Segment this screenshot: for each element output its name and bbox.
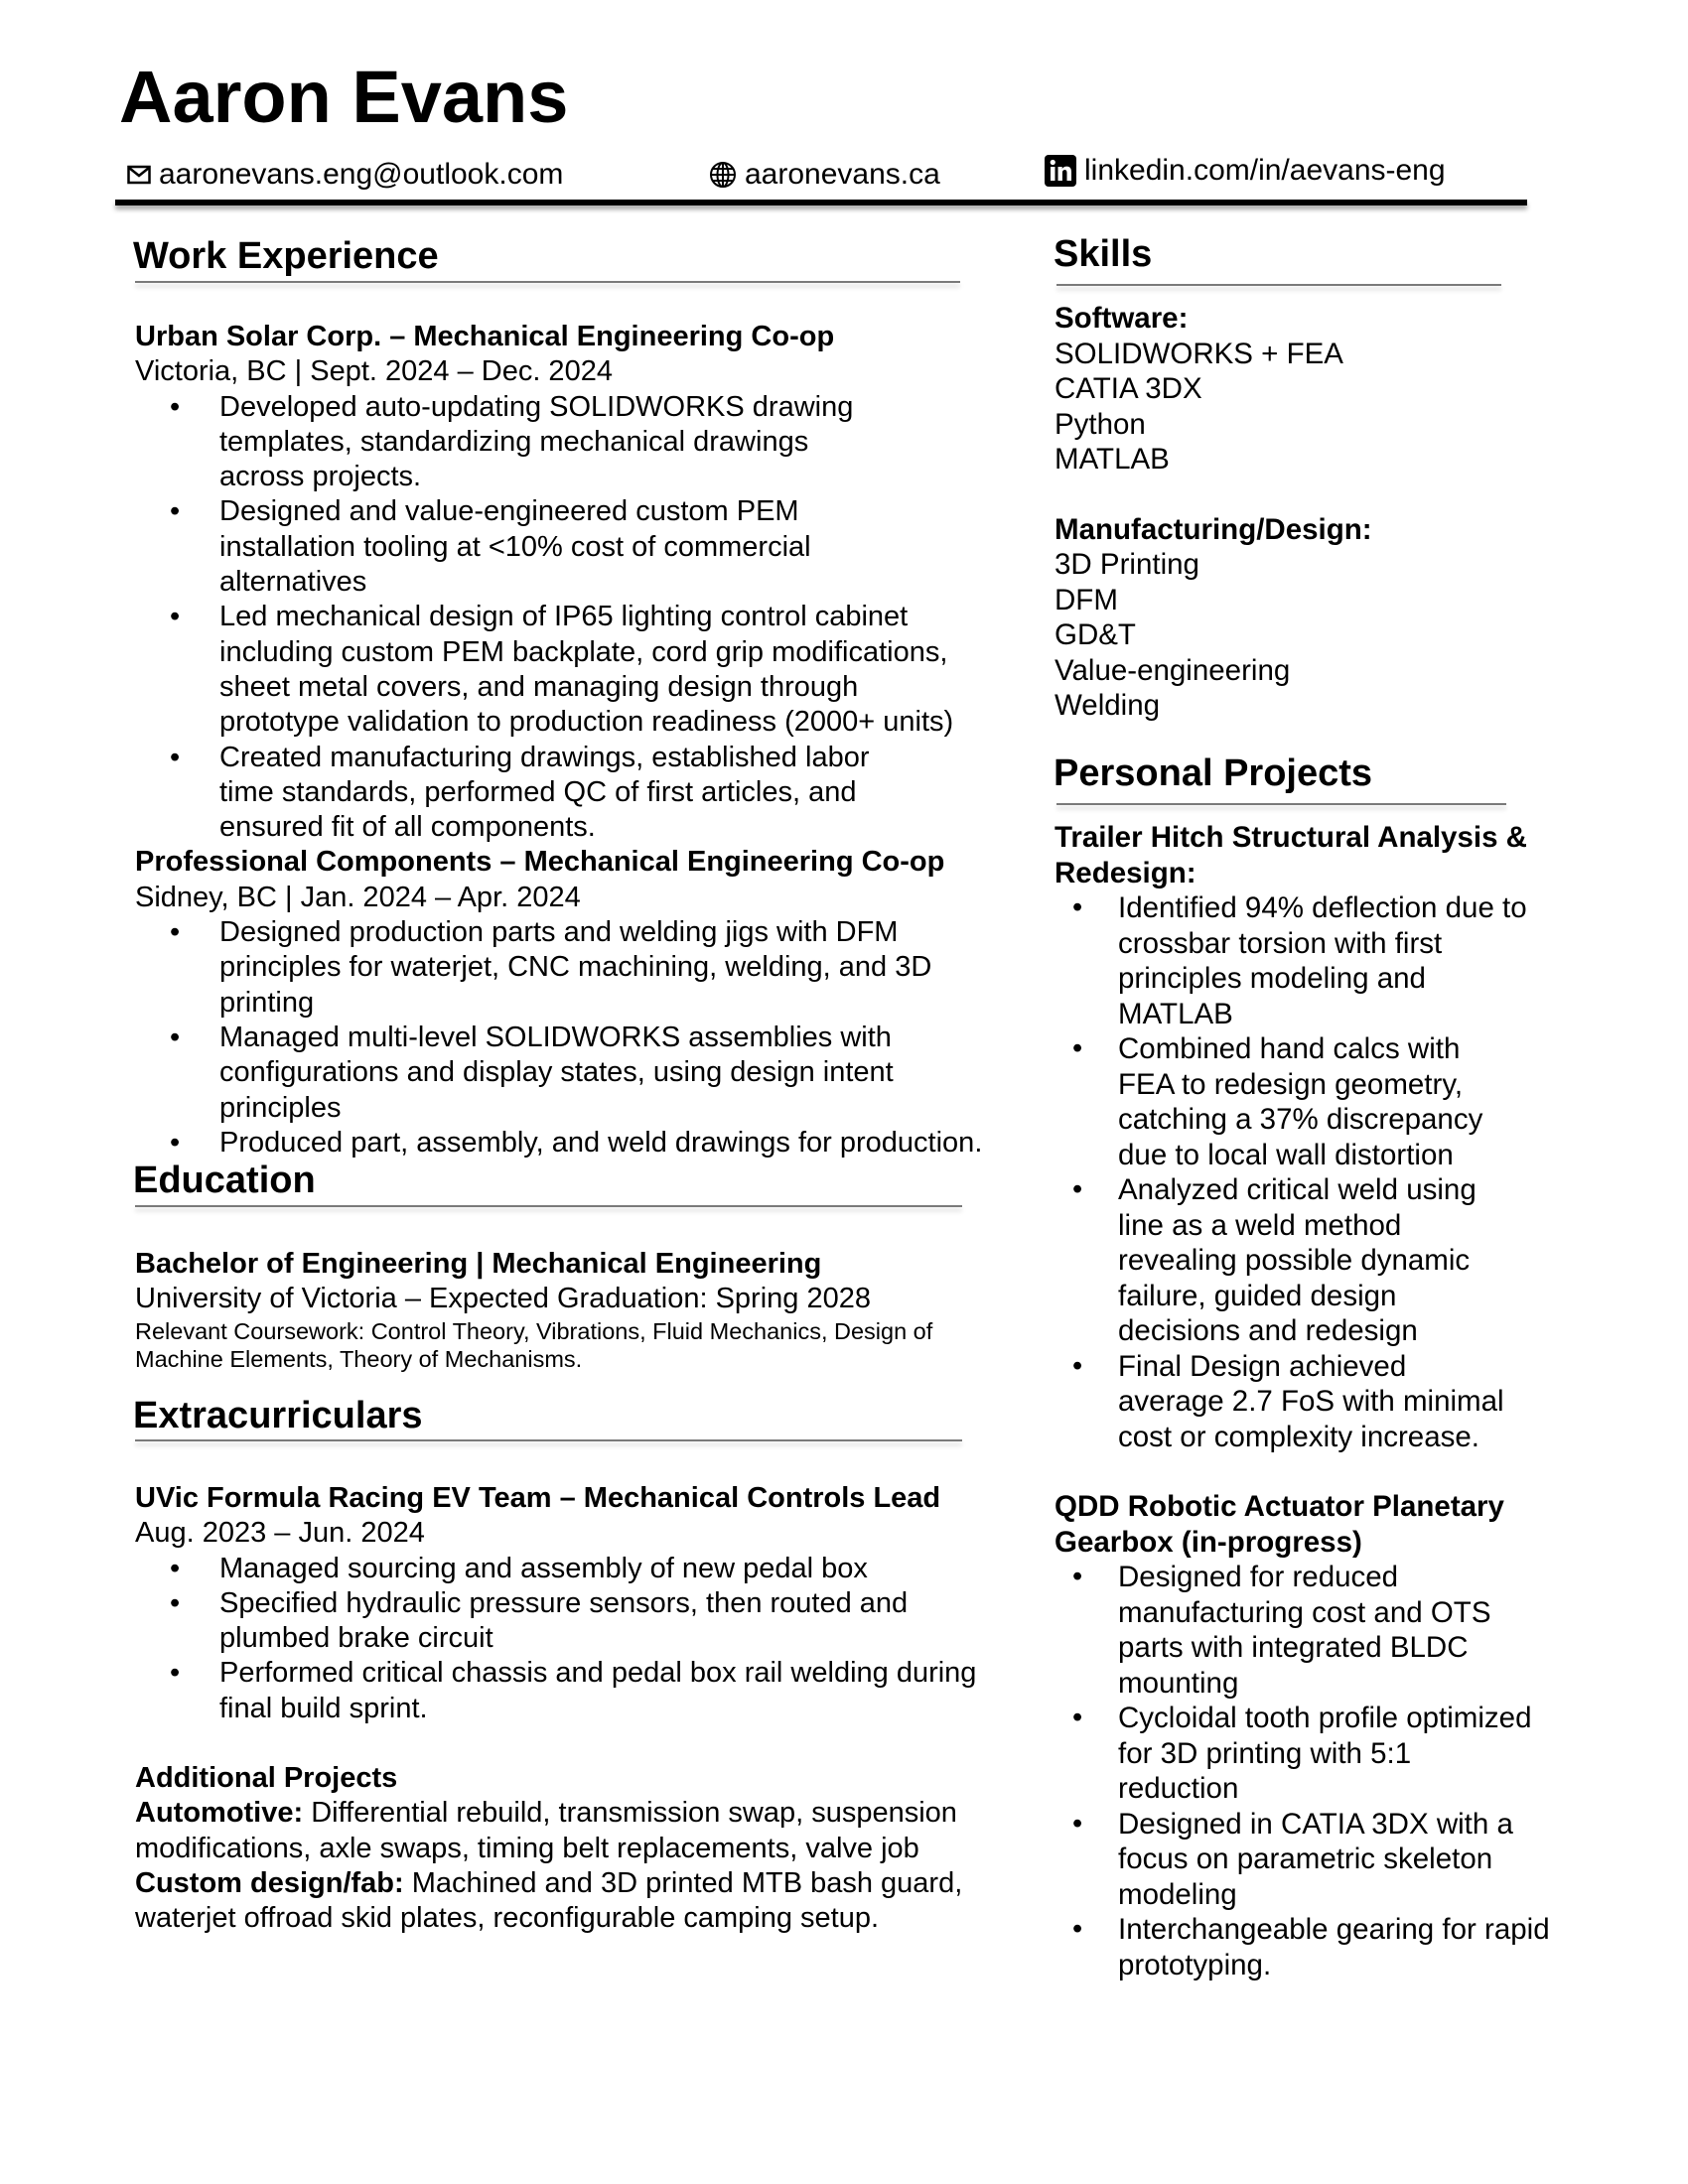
extracurriculars-section [135,1481,1029,1937]
skill-group-label: Manufacturing/Design: [1055,512,1372,546]
role-title: UVic Formula Racing EV Team – Mechanical Controls Lead [135,1482,941,1514]
project-title: Trailer Hitch Structural Analysis & Redesign: [1055,821,1527,889]
section-divider [135,1205,962,1207]
job-meta: Victoria, BC | Sept. 2024 – Dec. 2024 [135,355,613,388]
job-title: Urban Solar Corp. – Mechanical Engineering Co-op [135,321,835,352]
project-bullet: • Designed for reduced manufacturing cost and OTS parts with integrated BLDC mounting [1055,1560,1515,1701]
job-bullet: • Led mechanical design of IP65 lighting control cabinet including custom PEM backplate, cord grip modifications, sheet metal covers, and managing design through prototype validation to production readiness (2000+ units) [135,600,984,740]
skill-item: SOLIDWORKS + FEA [1055,337,1343,370]
role-bullet: • Managed sourcing and assembly of new pedal box [135,1552,1029,1586]
job-entry [135,845,1029,1160]
degree: Bachelor of Engineering | Mechanical Engineering [135,1248,822,1280]
project-title: QDD Robotic Actuator Planetary Gearbox (in-progress) [1055,1490,1504,1559]
contact-linkedin[interactable] [1045,151,1446,191]
skill-item: DFM [1055,583,1118,616]
additional-project-custom [135,1866,1009,1937]
job-bullet: • Designed production parts and welding jigs with DFM principles for waterjet, CNC machining, welding, and 3D printing [135,915,954,1021]
skill-item: Python [1055,407,1146,441]
additional-project-text: Machined and 3D printed MTB bash guard, waterjet offroad skid plates, reconfigurable camping setup. [135,1866,963,1935]
skill-item: CATIA 3DX [1055,372,1202,405]
additional-projects-title: Additional Projects [135,1762,398,1795]
skill-item: Value-engineering [1055,653,1291,687]
additional-project-text: Differential rebuild, transmission swap, suspension modifications, axle swaps, timing belt replacements, valve job [135,1797,957,1864]
section-divider [135,1439,962,1441]
contact-website[interactable] [709,155,940,195]
skill-item: MATLAB [1055,443,1170,476]
role-bullet: • Performed critical chassis and pedal box rail welding during final build sprint. [135,1656,1029,1726]
section-title-personal-projects: Personal Projects [1054,752,1373,794]
job-bullet: • Created manufacturing drawings, established labor time standards, performed QC of first articles, and ensured fit of all components. [135,741,929,846]
section-title-work-experience: Work Experience [133,235,439,277]
contact-email[interactable] [127,155,563,195]
work-experience-section [135,320,1029,1160]
project-bullet: • Cycloidal tooth profile optimized for 3D printing with 5:1 reduction [1055,1701,1535,1807]
skill-group-label: Software: [1055,302,1189,335]
candidate-name: Aaron Evans [119,56,569,138]
skill-item: Welding [1055,689,1161,722]
project-bullet: • Designed in CATIA 3DX with a focus on parametric skeleton modeling [1055,1807,1515,1913]
additional-project-label: Automotive: [135,1797,304,1830]
school: University of Victoria – Expected Graduation: Spring 2028 [135,1283,871,1315]
project-bullet: • Interchangeable gearing for rapid prototyping. [1055,1912,1555,1982]
additional-project-automotive [135,1796,1009,1866]
project-bullet: • Analyzed critical weld using line as a weld method revealing possible dynamic failure, guided design decisions and redesign [1055,1172,1515,1349]
website-text[interactable]: aaronevans.ca [745,158,940,191]
job-meta: Sidney, BC | Jan. 2024 – Apr. 2024 [135,881,581,913]
job-bullet: • Developed auto-updating SOLIDWORKS drawing templates, standardizing mechanical drawings across projects. [135,390,875,495]
section-title-extracurriculars: Extracurriculars [133,1395,423,1436]
job-bullet: • Produced part, assembly, and weld drawings for production. [135,1126,1029,1160]
globe-icon [709,161,737,189]
skills-section [1055,301,1571,724]
skill-item: 3D Printing [1055,548,1199,581]
job-bullet: • Managed multi-level SOLIDWORKS assemblies with configurations and display states, using design intent principles [135,1021,914,1126]
job-entry [135,320,1029,845]
linkedin-icon [1045,155,1076,187]
email-text[interactable]: aaronevans.eng@outlook.com [159,158,564,191]
project-bullet: • Final Design achieved average 2.7 FoS with minimal cost or complexity increase. [1055,1349,1515,1455]
role-dates: Aug. 2023 – Jun. 2024 [135,1517,425,1550]
role-bullet: • Specified hydraulic pressure sensors, then routed and plumbed brake circuit [135,1586,934,1657]
education-section [135,1247,1029,1373]
section-divider [1056,284,1501,286]
additional-project-label: Custom design/fab: [135,1866,404,1899]
project-bullet: • Identified 94% deflection due to crossbar torsion with first principles modeling and MATLAB [1055,890,1535,1031]
section-divider [1056,803,1506,805]
linkedin-text[interactable]: linkedin.com/in/aevans-eng [1084,154,1446,187]
section-title-education: Education [133,1160,316,1201]
personal-projects-section [1055,820,1571,1982]
header-divider [115,200,1527,205]
job-title: Professional Components – Mechanical Engineering Co-op [135,846,945,879]
envelope-icon [127,165,151,185]
project-bullet: • Combined hand calcs with FEA to redesign geometry, catching a 37% discrepancy due to local wall distortion [1055,1031,1515,1172]
section-title-skills: Skills [1054,233,1153,275]
skill-item: GD&T [1055,618,1136,651]
job-bullet: • Designed and value-engineered custom PEM installation tooling at <10% cost of commercial alternatives [135,494,929,600]
coursework: Relevant Coursework: Control Theory, Vibrations, Fluid Mechanics, Design of Machine Elements, Theory of Mechanisms. [135,1317,933,1372]
section-divider [135,281,960,283]
